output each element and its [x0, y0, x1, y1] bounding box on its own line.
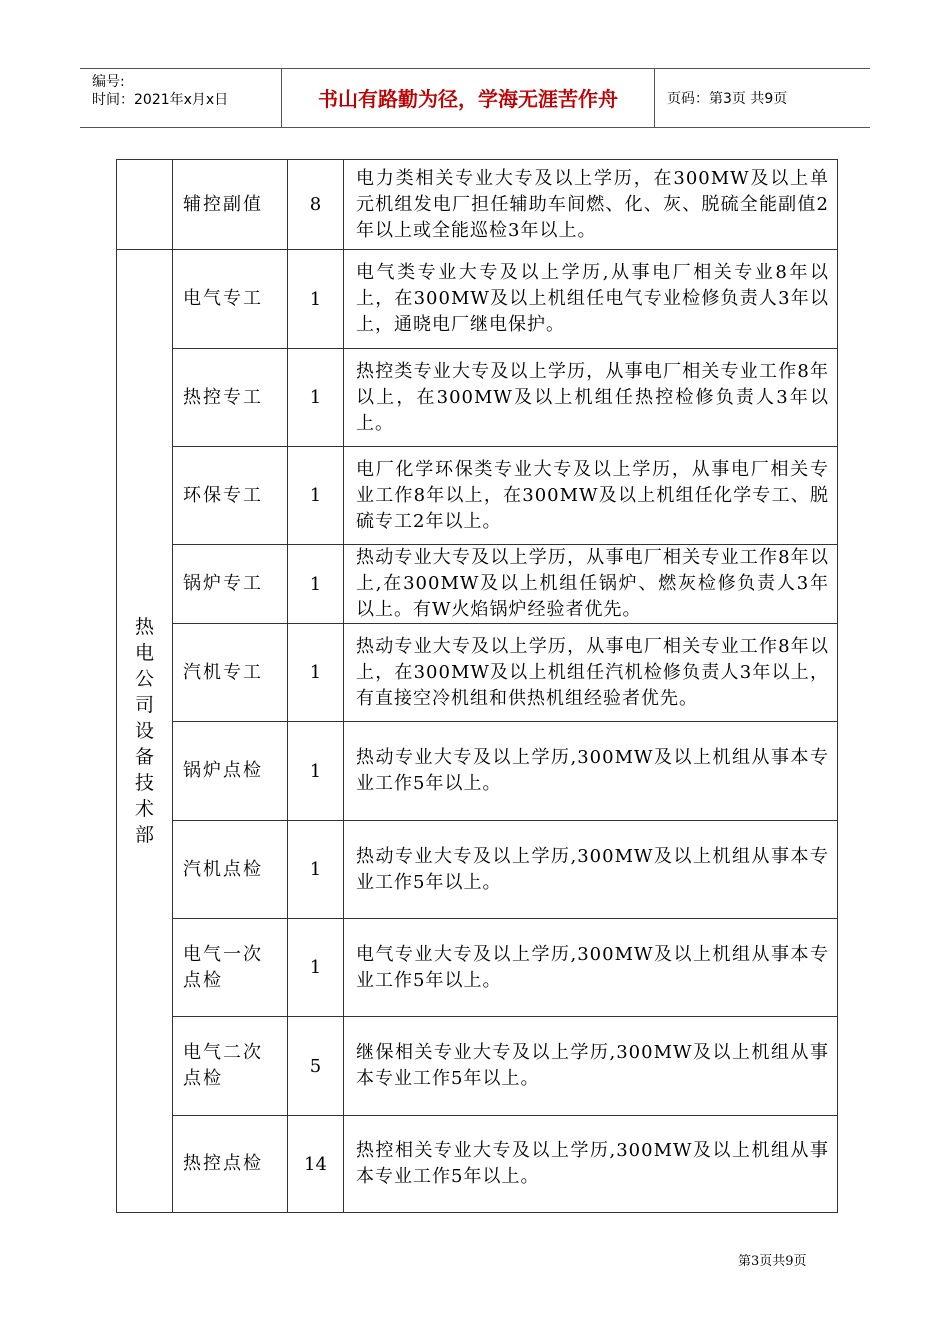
position-cell: 锅炉点检 [173, 722, 288, 821]
table-row [117, 447, 838, 545]
position-cell: 热控专工 [173, 349, 288, 447]
table-row [117, 1017, 838, 1116]
table-row [117, 919, 838, 1017]
count-cell: 1 [288, 919, 344, 1017]
table-row [117, 1116, 838, 1213]
position-cell: 汽机点检 [173, 821, 288, 919]
requirement-cell: 电气专业大专及以上学历,300MW及以上机组从事本专业工作5年以上。 [344, 919, 838, 1017]
position-cell: 锅炉专工 [173, 545, 288, 624]
count-cell: 1 [288, 722, 344, 821]
table-row [117, 349, 838, 447]
position-cell: 环保专工 [173, 447, 288, 545]
header-page-number: 页码：第3页 共9页 [667, 91, 788, 107]
dept-cell [117, 250, 173, 1213]
recruitment-table [116, 159, 838, 1213]
dept-name: 热电公司设备技术部 [134, 616, 154, 846]
count-cell: 8 [288, 160, 344, 250]
table-row [117, 545, 838, 624]
count-cell: 1 [288, 545, 344, 624]
count-cell: 1 [288, 250, 344, 349]
table-row [117, 821, 838, 919]
count-cell: 1 [288, 447, 344, 545]
position-cell: 电气二次点检 [173, 1017, 288, 1116]
requirement-cell: 热控类专业大专及以上学历，从事电厂相关专业工作8年以上，在300MW及以上机组任热控检修负责人3年以上。 [344, 349, 838, 447]
requirement-cell: 热控相关专业大专及以上学历,300MW及以上机组从事本专业工作5年以上。 [344, 1116, 838, 1213]
serial-label: 编号: [92, 74, 125, 90]
page-footer: 第3页共9页 [738, 1254, 807, 1269]
position-cell: 电气专工 [173, 250, 288, 349]
table-row [117, 160, 838, 250]
table-row [117, 624, 838, 722]
header-motto: 书山有路勤为径，学海无涯苦作舟 [282, 69, 655, 127]
count-cell: 14 [288, 1116, 344, 1213]
time-label: 时间：2021年x月x日 [92, 92, 229, 108]
header-info [80, 69, 282, 127]
count-cell: 1 [288, 821, 344, 919]
count-cell: 5 [288, 1017, 344, 1116]
table-row [117, 722, 838, 821]
requirement-cell: 电厂化学环保类专业大专及以上学历，从事电厂相关专业工作8年以上，在300MW及以上机组任化学专工、脱硫专工2年以上。 [344, 447, 838, 545]
requirement-cell: 热动专业大专及以上学历,300MW及以上机组从事本专业工作5年以上。 [344, 821, 838, 919]
requirement-cell: 热动专业大专及以上学历,300MW及以上机组从事本专业工作5年以上。 [344, 722, 838, 821]
requirement-cell: 继保相关专业大专及以上学历,300MW及以上机组从事本专业工作5年以上。 [344, 1017, 838, 1116]
position-cell: 辅控副值 [173, 160, 288, 250]
count-cell: 1 [288, 624, 344, 722]
requirement-cell: 电力类相关专业大专及以上学历，在300MW及以上单元机组发电厂担任辅助车间燃、化、灰、脱硫全能副值2年以上或全能巡检3年以上。 [344, 160, 838, 250]
table-row [117, 250, 838, 349]
count-cell: 1 [288, 349, 344, 447]
position-cell: 电气一次点检 [173, 919, 288, 1017]
requirement-cell: 电气类专业大专及以上学历,从事电厂相关专业8年以上，在300MW及以上机组任电气专业检修负责人3年以上，通晓电厂继电保护。 [344, 250, 838, 349]
position-cell: 热控点检 [173, 1116, 288, 1213]
requirement-cell: 热动专业大专及以上学历，从事电厂相关专业工作8年以上,在300MW及以上机组任锅炉、燃灰检修负责人3年以上。有W火焰锅炉经验者优先。 [344, 545, 838, 624]
requirement-cell: 热动专业大专及以上学历，从事电厂相关专业工作8年以上，在300MW及以上机组任汽机检修负责人3年以上，有直接空冷机组和供热机组经验者优先。 [344, 624, 838, 722]
dept-cell-empty [117, 160, 173, 250]
position-cell: 汽机专工 [173, 624, 288, 722]
page-header [80, 68, 870, 128]
